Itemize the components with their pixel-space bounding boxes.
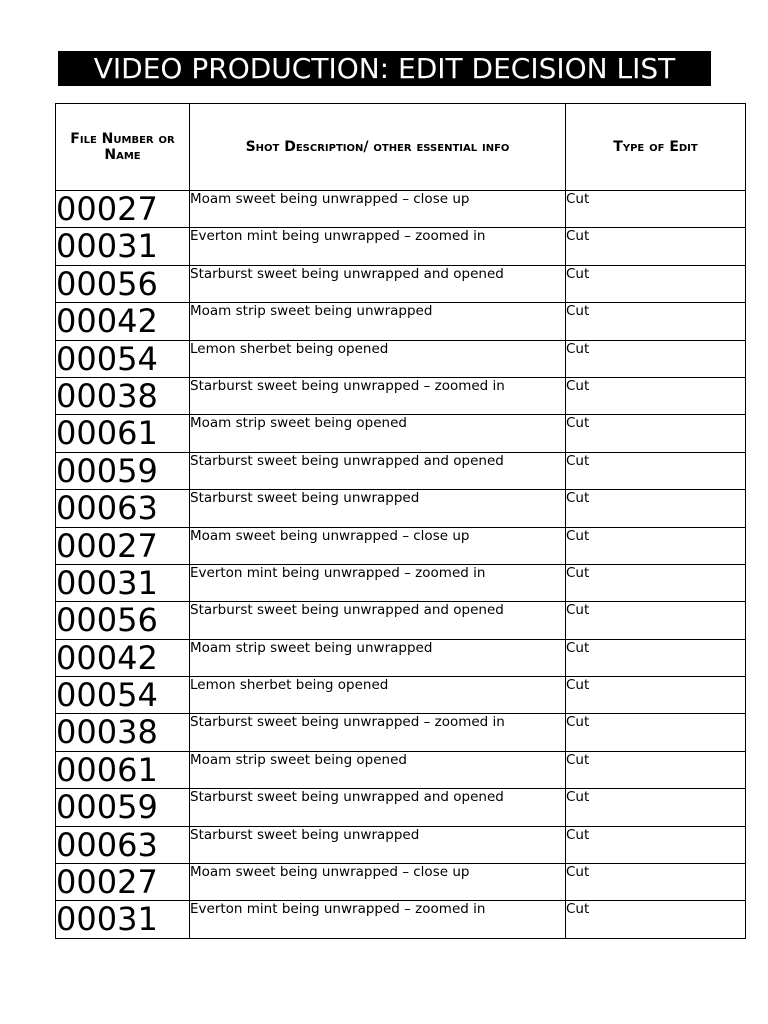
file-number-cell: 00027	[56, 527, 190, 564]
shot-description-cell: Starburst sweet being unwrapped and opened	[190, 789, 566, 826]
shot-description-cell: Starburst sweet being unwrapped and opened	[190, 452, 566, 489]
table-row	[56, 826, 746, 863]
edit-type-cell: Cut	[566, 826, 746, 863]
edit-type-cell: Cut	[566, 864, 746, 901]
file-number-cell: 00031	[56, 564, 190, 601]
file-number-cell: 00054	[56, 677, 190, 714]
table-row	[56, 789, 746, 826]
shot-description-cell: Everton mint being unwrapped – zoomed in	[190, 901, 566, 938]
file-number-cell: 00054	[56, 340, 190, 377]
file-number-cell: 00038	[56, 377, 190, 414]
edit-type-cell: Cut	[566, 564, 746, 601]
file-number-cell: 00031	[56, 228, 190, 265]
edit-type-cell: Cut	[566, 714, 746, 751]
table-row	[56, 490, 746, 527]
file-number-cell: 00063	[56, 826, 190, 863]
edit-type-cell: Cut	[566, 490, 746, 527]
shot-description-cell: Moam sweet being unwrapped – close up	[190, 527, 566, 564]
table-row	[56, 864, 746, 901]
table-row	[56, 564, 746, 601]
table-row	[56, 527, 746, 564]
shot-description-cell: Starburst sweet being unwrapped	[190, 826, 566, 863]
edit-type-cell: Cut	[566, 677, 746, 714]
edit-type-cell: Cut	[566, 639, 746, 676]
edit-decision-list-table	[55, 103, 746, 939]
file-number-cell: 00031	[56, 901, 190, 938]
file-number-cell: 00056	[56, 265, 190, 302]
table-row	[56, 377, 746, 414]
table-row	[56, 415, 746, 452]
document-title: VIDEO PRODUCTION: EDIT DECISION LIST	[58, 51, 711, 86]
shot-description-cell: Lemon sherbet being opened	[190, 340, 566, 377]
edit-type-cell: Cut	[566, 901, 746, 938]
shot-description-cell: Starburst sweet being unwrapped	[190, 490, 566, 527]
shot-description-cell: Moam sweet being unwrapped – close up	[190, 191, 566, 228]
table-row	[56, 714, 746, 751]
shot-description-cell: Lemon sherbet being opened	[190, 677, 566, 714]
edit-type-cell: Cut	[566, 228, 746, 265]
header-file-number: File Number or Name	[56, 104, 190, 191]
file-number-cell: 00027	[56, 864, 190, 901]
edit-type-cell: Cut	[566, 377, 746, 414]
edit-type-cell: Cut	[566, 191, 746, 228]
table-header-row	[56, 104, 746, 191]
edit-type-cell: Cut	[566, 265, 746, 302]
table-row	[56, 303, 746, 340]
table-row	[56, 340, 746, 377]
file-number-cell: 00059	[56, 789, 190, 826]
table-row	[56, 191, 746, 228]
table-row	[56, 751, 746, 788]
file-number-cell: 00042	[56, 303, 190, 340]
table-body	[56, 191, 746, 939]
edit-type-cell: Cut	[566, 751, 746, 788]
edit-type-cell: Cut	[566, 602, 746, 639]
edit-type-cell: Cut	[566, 303, 746, 340]
shot-description-cell: Starburst sweet being unwrapped and opened	[190, 265, 566, 302]
shot-description-cell: Everton mint being unwrapped – zoomed in	[190, 228, 566, 265]
shot-description-cell: Moam strip sweet being opened	[190, 751, 566, 788]
table-row	[56, 228, 746, 265]
shot-description-cell: Moam strip sweet being unwrapped	[190, 639, 566, 676]
header-shot-description: Shot Description/ other essential info	[190, 104, 566, 191]
file-number-cell: 00038	[56, 714, 190, 751]
table-row	[56, 265, 746, 302]
file-number-cell: 00061	[56, 751, 190, 788]
file-number-cell: 00063	[56, 490, 190, 527]
header-type-of-edit: Type of Edit	[566, 104, 746, 191]
shot-description-cell: Moam sweet being unwrapped – close up	[190, 864, 566, 901]
edit-type-cell: Cut	[566, 340, 746, 377]
file-number-cell: 00027	[56, 191, 190, 228]
file-number-cell: 00059	[56, 452, 190, 489]
shot-description-cell: Moam strip sweet being opened	[190, 415, 566, 452]
table-row	[56, 452, 746, 489]
table-row	[56, 677, 746, 714]
shot-description-cell: Starburst sweet being unwrapped – zoomed in	[190, 377, 566, 414]
shot-description-cell: Starburst sweet being unwrapped and opened	[190, 602, 566, 639]
edit-type-cell: Cut	[566, 452, 746, 489]
edit-type-cell: Cut	[566, 527, 746, 564]
edit-type-cell: Cut	[566, 789, 746, 826]
file-number-cell: 00061	[56, 415, 190, 452]
shot-description-cell: Starburst sweet being unwrapped – zoomed in	[190, 714, 566, 751]
table-row	[56, 639, 746, 676]
file-number-cell: 00042	[56, 639, 190, 676]
file-number-cell: 00056	[56, 602, 190, 639]
edit-type-cell: Cut	[566, 415, 746, 452]
table-row	[56, 602, 746, 639]
shot-description-cell: Everton mint being unwrapped – zoomed in	[190, 564, 566, 601]
table-row	[56, 901, 746, 938]
shot-description-cell: Moam strip sweet being unwrapped	[190, 303, 566, 340]
